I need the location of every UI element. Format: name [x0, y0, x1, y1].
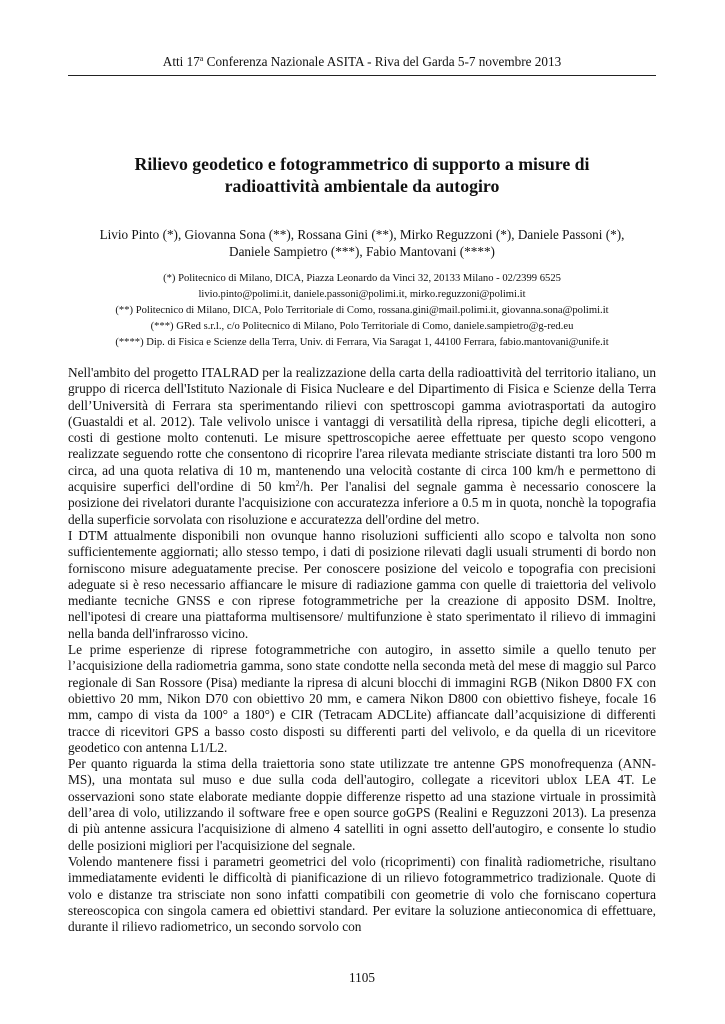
title-line-2: radioattività ambientale da autogiro — [224, 176, 500, 196]
paper-title — [68, 153, 656, 197]
affiliation-line: (****) Dip. di Fisica e Scienze della Terra, Univ. di Ferrara, Via Saragat 1, 44100 Ferrara, fabio.mantovani@unife.it — [115, 337, 609, 348]
superscript: 2 — [295, 479, 300, 489]
affiliations — [68, 271, 656, 351]
authors-line-2: Daniele Sampietro (***), Fabio Mantovani (****) — [229, 244, 495, 259]
paragraph — [68, 365, 656, 528]
header-rule — [68, 75, 656, 76]
header-prefix: Atti 17 — [162, 54, 200, 69]
paragraph: Volendo mantenere fissi i parametri geometrici del volo (ricoprimenti) con finalità radiometriche, risultano immediatamente evidenti le difficoltà di pianificazione di un rilievo fotogrammetrico tradizionale. Quote di volo e distanze tra strisciate non sono infatti compatibili con geometrie di volo che forniscano copertura stereoscopica con singola camera ed obiettivi standard. Per evitare la soluzione antieconomica di effettuare, durante il rilievo radiometrico, un secondo sorvolo con — [68, 853, 656, 935]
header-ordinal: a — [199, 54, 204, 63]
affiliation-line: (*) Politecnico di Milano, DICA, Piazza Leonardo da Vinci 32, 20133 Milano - 02/2399 6525 — [163, 273, 561, 284]
body-text — [68, 365, 656, 935]
paragraph: Per quanto riguarda la stima della traiettoria sono state utilizzate tre antenne GPS monofrequenza (ANN-MS), una montata sul muso e due sulla coda dell'autogiro, collegate a ricevitori ublox LEA 4T. Le osservazioni sono state elaborate mediante doppie differenze rispetto ad una stazione virtuale in prossimità dell’area di volo, utilizzando il software free e open source goGPS (Realini e Reguzzoni 2013). La presenza di più antenne assicura l'acquisizione di almeno 4 satelliti in ogni assetto dell'autogiro, e consente lo studio delle posizioni migliori per l'acquisizione del segnale. — [68, 756, 656, 853]
running-header — [68, 54, 656, 70]
paragraph: Le prime esperienze di riprese fotogrammetriche con autogiro, in assetto simile a quello tenuto per l’acquisizione della radiometria gamma, sono state condotte nella seconda metà del mese di maggio sul Parco regionale di San Rossore (Pisa) mediante la ripresa di alcuni blocchi di immagini RGB (Nikon D800 FX con obiettivo 20 mm, Nikon D70 con obiettivo 20 mm, e camera Nikon D800 con obiettivo fisheye, focale 16 mm, campo di vista da 100° a 180°) e CIR (Tetracam ADCLite) affiancate dall’acquisizione di differenti tracce di ricevitori GPS a basso costo disposti su differenti parti del velivolo, e da quella di un ricevitore geodetico con antenna L1/L2. — [68, 642, 656, 755]
header-suffix: Conferenza Nazionale ASITA - Riva del Garda 5-7 novembre 2013 — [203, 54, 562, 69]
affiliation-line: livio.pinto@polimi.it, daniele.passoni@polimi.it, mirko.reguzzoni@polimi.it — [198, 289, 526, 300]
paragraph-part: /h. Per l'analisi del segnale gamma è necessario conoscere la posizione dei rivelatori durante l'acquisizione con accuratezza inferiore a 0.5 m in quota, nonchè la topografia della superficie sorvolata con risoluzione e accuratezza dell'ordine del metro. — [68, 479, 656, 527]
page-number: 1105 — [349, 970, 375, 985]
paragraph: I DTM attualmente disponibili non ovunque hanno risoluzioni sufficienti allo scopo e talvolta non sono sufficientemente aggiornati; allo stesso tempo, i dati di posizione rilevati dagli usuali strumenti di bordo non forniscono misure adeguatamente precise. Per conoscere posizione del veicolo e topografia con precisioni adeguate si è reso necessario affiancare le misure di radiazione gamma con quelle di traiettoria del velivolo mediante tecniche GNSS e con riprese fotogrammetriche per la creazione di apposito DSM. Inoltre, nell'ipotesi di creare una piattaforma multisensore/ multifunzione è stato sperimentato il rilievo di immagini nella banda dell'infrarosso vicino. — [68, 527, 656, 641]
paragraph-part: Nell'ambito del progetto ITALRAD per la realizzazione della carta della radioattività del territorio italiano, un gruppo di ricerca dell'Istituto Nazionale di Fisica Nucleare e del Dipartimento di Fisica e Scienze della Terra dell’Università di Ferrara sta sperimentando rilievi con spettroscopi gamma aviotrasportati da autogiro (Guastaldi et al. 2012). Tale velivolo unisce i vantaggi di versatilità della ripresa, tipiche degli elicotteri, a costi di gestione molto contenuti. Le misure spettroscopiche aeree effettuate per questo scopo vengono realizzate seguendo rotte che consentono di ricoprire l'area rilevata mediante strisciate distanti tra loro 500 m circa, ad una quota relativa di 10 m, mantenendo una velocità costante di circa 100 km/h e permettono di acquisire superfici dell'ordine di 50 km — [68, 365, 656, 495]
title-line-1: Rilievo geodetico e fotogrammetrico di supporto a misure di — [134, 154, 590, 174]
affiliation-line: (**) Politecnico di Milano, DICA, Polo Territoriale di Como, rossana.gini@mail.polimi.it, giovanna.sona@polimi.it — [115, 305, 609, 316]
author-list — [68, 226, 656, 260]
affiliation-line: (***) GRed s.r.l., c/o Politecnico di Milano, Polo Territoriale di Como, daniele.sampietro@g-red.eu — [150, 321, 574, 332]
authors-line-1: Livio Pinto (*), Giovanna Sona (**), Rossana Gini (**), Mirko Reguzzoni (*), Daniele Passoni (*), — [99, 227, 625, 242]
